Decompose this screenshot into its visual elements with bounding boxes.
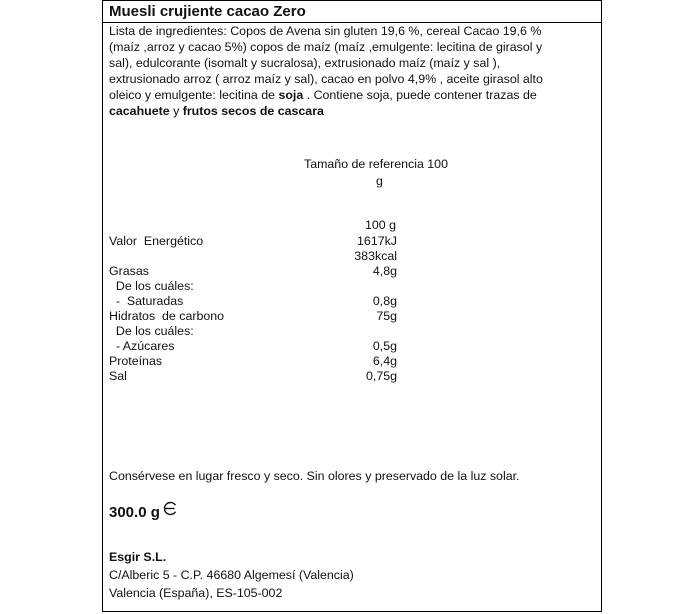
nutrition-label: Valor Energético: [109, 234, 204, 248]
nutrition-label: - Saturadas: [109, 294, 184, 308]
ingredients-line: (maíz ,arroz y cacao 5%) copos de maíz (maíz ,emulgente: lecitina de girasol y: [109, 40, 543, 54]
nutrition-value: 75g: [376, 309, 397, 323]
ingredients-line: extrusionado arroz ( arroz maíz y sal), cacao en polvo 4,9% , aceite girasol alto: [109, 72, 543, 86]
nutrition-value: 1617kJ: [357, 234, 397, 248]
ingredients-text-part: y: [169, 104, 183, 118]
nutrition-value: 0,5g: [372, 339, 397, 353]
storage-instructions: Consérvese en lugar fresco y seco. Sin olores y preservado de la luz solar.: [109, 469, 520, 483]
allergen-soja: soja: [278, 88, 304, 102]
ingredients-text-part: . Contiene soja, puede contener trazas de: [303, 88, 537, 102]
ingredients-line: Lista de ingredientes: Copos de Avena sin gluten 19,6 %, cereal Cacao 19,6 %: [109, 24, 542, 38]
ingredients-line: [109, 87, 595, 103]
ingredients-line: [109, 103, 595, 119]
title-bar: [103, 1, 601, 23]
nutrition-label: Sal: [109, 369, 127, 383]
allergen-cacahuete: cacahuete: [109, 104, 170, 118]
nutrition-label: - Azúcares: [109, 339, 175, 353]
reference-size: Tamaño de referencia 100: [304, 157, 448, 171]
nutrition-value: 6,4g: [372, 354, 397, 368]
nutrition-column-header: 100 g: [365, 218, 397, 232]
ingredients-text-part: oleico y emulgente: lecitina de: [109, 88, 279, 102]
company-registry: Valencia (España), ES-105-002: [109, 586, 283, 600]
product-title: Muesli crujiente cacao Zero: [109, 3, 306, 20]
nutrition-label: Grasas: [109, 264, 149, 278]
nutrition-label: Proteínas: [109, 354, 163, 368]
nutrition-label: Hidratos de carbono: [109, 309, 225, 323]
nutrition-value: 0,8g: [372, 294, 397, 308]
allergen-frutos-secos: frutos secos de cascara: [182, 104, 324, 118]
nutrition-label: De los cuáles:: [109, 279, 194, 293]
nutrition-value: 383kcal: [354, 249, 397, 263]
estimated-sign-icon: [163, 501, 178, 516]
reference-unit: g: [376, 174, 383, 188]
nutrition-value: 0,75g: [365, 369, 397, 383]
company-name: Esgir S.L.: [109, 550, 167, 564]
company-address: C/Alberic 5 - C.P. 46680 Algemesí (Valencia): [109, 568, 354, 582]
ingredients-text: [109, 23, 595, 119]
net-weight: 300.0 g: [109, 504, 160, 521]
nutrition-value: 4,8g: [372, 264, 397, 278]
ingredients-line: sal), edulcorante (isomalt y sucralosa), extrusionado maíz (maíz y sal ),: [109, 56, 501, 70]
nutrition-label: De los cuáles:: [109, 324, 194, 338]
product-label: [102, 0, 602, 612]
